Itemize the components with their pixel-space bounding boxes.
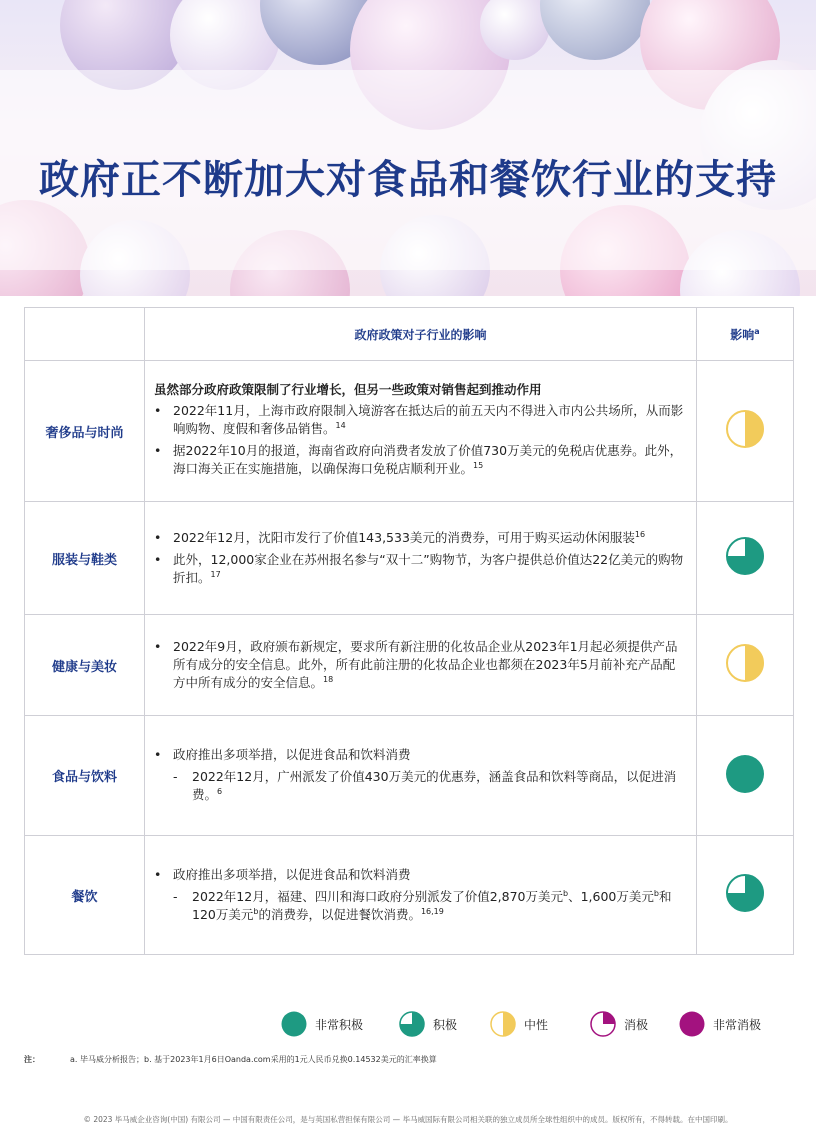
dash-marker: -	[173, 769, 178, 784]
page-title: 政府正不断加大对食品和餐饮行业的支持	[39, 157, 777, 203]
bullet-marker: •	[154, 638, 162, 654]
policy-cell	[145, 836, 697, 955]
legend-negative	[590, 1011, 648, 1037]
note-ref: b	[563, 888, 569, 898]
positive-icon	[399, 1011, 425, 1037]
category-label: 餐饮	[25, 836, 145, 955]
table-row	[25, 615, 794, 716]
notes-text: a. 毕马威分析报告；b. 基于2023年1月6日Oanda.com采用的1元人民币兑换0.14532美元的汇率换算	[70, 1055, 437, 1064]
legend-very-negative	[679, 1011, 761, 1037]
category-label: 健康与美妆	[25, 615, 145, 716]
impact-cell	[697, 836, 794, 955]
impact-cell	[697, 361, 794, 502]
very-positive-icon	[281, 1011, 307, 1037]
bullet-item	[154, 402, 686, 438]
policy-cell	[145, 361, 697, 502]
bullet-text: 此外，12,000家企业在苏州报名参与“双十二”购物节，为客户提供总价值达22亿美元的购物折扣。	[173, 551, 684, 585]
row-lead-text: 虽然部分政府政策限制了行业增长，但另一些政策对销售起到推动作用	[154, 381, 542, 397]
legend-label: 非常积极	[315, 1017, 364, 1032]
sub-text-part: 2022年12月，福建、四川和海口政府分别派发了价值2,870万美元	[192, 888, 564, 904]
legend-label: 中性	[524, 1017, 549, 1032]
hero-banner	[0, 0, 816, 296]
policy-cell	[145, 502, 697, 615]
neutral-impact-icon	[725, 409, 765, 449]
table-row	[25, 361, 794, 502]
bullet-item	[154, 866, 686, 884]
sub-text-part: 和120万美元	[192, 888, 672, 922]
header-impact-note: a	[754, 326, 760, 336]
bullet-item	[154, 529, 686, 547]
legend-label: 非常消极	[713, 1017, 762, 1032]
footnote-ref: 16,19	[420, 906, 444, 916]
table-row	[25, 716, 794, 836]
bullet-text: 政府推出多项举措，以促进食品和饮料消费	[173, 747, 411, 762]
legend-neutral	[490, 1011, 548, 1037]
footnote-ref: 15	[473, 460, 484, 470]
category-label: 食品与饮料	[25, 716, 145, 836]
legend-very-positive	[281, 1011, 363, 1037]
negative-icon	[590, 1011, 616, 1037]
footnote-ref: 16	[634, 529, 646, 539]
footnote-ref: 18	[323, 674, 334, 684]
bullet-marker: •	[154, 529, 162, 545]
policy-cell	[145, 615, 697, 716]
policy-cell	[145, 716, 697, 836]
note-ref: b	[253, 906, 259, 916]
bullet-item	[154, 638, 686, 692]
header-category-cell	[25, 308, 145, 361]
sub-bullet-text: 2022年12月，广州派发了价值430万美元的优惠券，涵盖食品和饮料等商品，以促进消费。	[192, 769, 677, 802]
sub-text-part: 的消费券，以促进餐饮消费。	[258, 906, 421, 922]
positive-impact-icon	[725, 536, 765, 576]
bullet-item	[154, 746, 686, 764]
bullet-item	[154, 551, 686, 587]
bullet-text: 政府推出多项举措，以促进食品和饮料消费	[173, 866, 411, 882]
table-row	[25, 502, 794, 615]
impact-cell	[697, 615, 794, 716]
table-row	[25, 836, 794, 955]
note-ref: b	[653, 888, 659, 898]
neutral-impact-icon	[725, 643, 765, 683]
impact-cell	[697, 502, 794, 615]
very-positive-impact-icon	[725, 754, 765, 794]
bullet-marker: •	[154, 747, 162, 762]
legend-positive	[399, 1011, 457, 1037]
bullet-text: 据2022年10月的报道，海南省政府向消费者发放了价值730万美元的免税店优惠券。此外，海口海关正在实施措施，以确保海口免税店顺利开业。	[173, 442, 683, 476]
table-header-row	[25, 308, 794, 361]
copyright-footer: © 2023 毕马威企业咨询(中国) 有限公司 — 中国有限责任公司，是与英国私营担保有限公司 — 毕马威国际有限公司相关联的独立成员所全球性组织中的成员。版权所有，不得转载。在中国印刷。	[83, 1115, 733, 1124]
neutral-icon	[490, 1011, 516, 1037]
very-negative-icon	[679, 1011, 705, 1037]
bullet-text: 2022年11月，上海市政府限制入境游客在抵达后的前五天内不得进入市内公共场所，从而影响购物、度假和奢侈品销售。	[173, 402, 684, 436]
bullet-marker: •	[154, 551, 162, 567]
header-impact-label: 影响	[730, 327, 755, 342]
footnote-ref: 14	[335, 420, 346, 430]
impact-cell	[697, 716, 794, 836]
sub-text-part: 、1,600万美元	[568, 888, 654, 904]
legend-label: 积极	[433, 1017, 458, 1032]
bullet-text: 2022年9月，政府颁布新规定，要求所有新注册的化妆品企业从2023年1月起必须提供产品所有成分的安全信息。此外，所有此前注册的化妆品企业也都须在2023年5月前补充产品配方中所有成分的安全信息。	[173, 638, 678, 690]
notes-label: 注：	[24, 1055, 40, 1064]
positive-impact-icon	[725, 873, 765, 913]
sub-bullet-item	[154, 888, 686, 924]
header-impact	[697, 308, 794, 361]
bullet-marker: •	[154, 402, 162, 418]
policy-impact-table	[24, 307, 794, 955]
legend-label: 消极	[624, 1017, 649, 1032]
footnote-ref: 17	[210, 569, 221, 579]
category-label: 奢侈品与时尚	[25, 361, 145, 502]
header-policy: 政府政策对子行业的影响	[145, 308, 697, 361]
bullet-marker: •	[154, 866, 162, 882]
category-label: 服装与鞋类	[25, 502, 145, 615]
bullet-item	[154, 442, 686, 478]
bullet-marker: •	[154, 442, 162, 458]
footnote-ref: 6	[217, 786, 223, 796]
sub-bullet-item	[154, 768, 686, 804]
dash-marker: -	[173, 888, 178, 904]
bullet-text: 2022年12月，沈阳市发行了价值143,533美元的消费券，可用于购买运动休闲服装	[173, 529, 635, 545]
